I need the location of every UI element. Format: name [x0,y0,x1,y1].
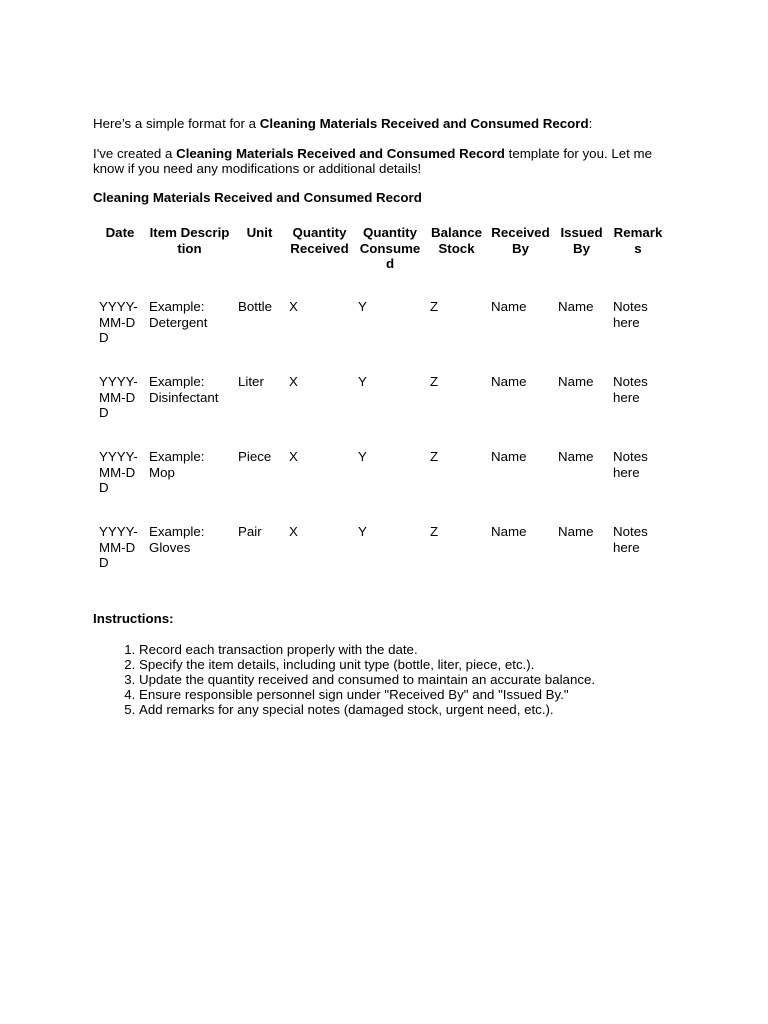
cell-date: YYYY-MM-DD [99,449,138,495]
cell-received-by: Name [491,449,527,464]
cell-unit: Piece [238,449,272,464]
cell-unit: Pair [238,524,262,539]
cell-received-by: Name [491,299,527,314]
cell-item-description: Example: Mop [149,449,205,480]
cell-received-by: Name [491,374,527,389]
list-item: 4. Ensure responsible personnel sign under "Received By" and "Issued By." [139,687,683,702]
cell-quantity-received: X [289,524,298,539]
cell-quantity-consumed: Y [358,449,367,464]
header-item-description: Item Description [149,225,230,256]
cell-item-description: Example: Disinfectant [149,374,219,405]
cell-issued-by: Name [558,449,594,464]
cell-received-by: Name [491,524,527,539]
cell-remarks: Notes here [613,524,648,555]
header-quantity-received: Quantity Received [290,225,349,256]
cell-issued-by: Name [558,374,594,389]
cell-unit: Liter [238,374,264,389]
header-unit: Unit [246,225,273,240]
header-remarks: Remarks [613,225,663,256]
cell-remarks: Notes here [613,374,648,405]
intro-paragraph [93,116,683,132]
intro-prefix: Here’s a simple format for a [93,116,260,131]
instructions-list [93,642,683,718]
table-row [95,374,667,449]
cell-issued-by: Name [558,524,594,539]
cell-remarks: Notes here [613,299,648,330]
table-row [95,299,667,374]
table-row [95,524,667,599]
created-bold-title: Cleaning Materials Received and Consumed Record [176,145,505,161]
header-balance-stock: Balance Stock [431,225,482,256]
created-paragraph [93,146,683,177]
cell-date: YYYY-MM-DD [99,524,138,570]
cell-quantity-received: X [289,299,298,314]
cell-balance-stock: Z [430,374,439,389]
table-row [95,449,667,524]
instructions-heading: Instructions: [93,611,174,626]
cell-item-description: Example: Gloves [149,524,205,555]
cell-date: YYYY-MM-DD [99,374,138,420]
cell-quantity-consumed: Y [358,299,367,314]
list-item: 5. Add remarks for any special notes (damaged stock, urgent need, etc.). [139,702,683,717]
intro-suffix: : [588,116,593,131]
cell-quantity-received: X [289,374,298,389]
cell-remarks: Notes here [613,449,648,480]
cell-quantity-consumed: Y [358,374,367,389]
document-page [93,116,683,718]
header-date: Date [105,225,135,240]
cell-quantity-consumed: Y [358,524,367,539]
list-item: 3. Update the quantity received and consumed to maintain an accurate balance. [139,672,683,687]
header-received-by: Received By [491,225,550,256]
cell-unit: Bottle [238,299,273,314]
document-title: Cleaning Materials Received and Consumed Record [93,189,422,205]
record-table [95,225,667,599]
intro-bold-title: Cleaning Materials Received and Consumed Record [259,116,589,131]
cell-issued-by: Name [558,299,594,314]
header-quantity-consumed: Quantity Consumed [359,225,421,271]
cell-balance-stock: Z [430,449,439,464]
cell-date: YYYY-MM-DD [99,299,138,345]
created-prefix: I've created a [93,145,177,161]
list-item: 2. Specify the item details, including unit type (bottle, liter, piece, etc.). [139,657,683,672]
header-issued-by: Issued By [560,225,603,256]
cell-balance-stock: Z [430,524,439,539]
table-header-row [95,225,667,299]
cell-quantity-received: X [289,449,298,464]
list-item: 1. Record each transaction properly with the date. [139,642,683,657]
cell-balance-stock: Z [430,299,439,314]
cell-item-description: Example: Detergent [149,299,208,330]
created-suffix: template for you. Let me know if you need any modifications or additional details! [93,145,653,176]
